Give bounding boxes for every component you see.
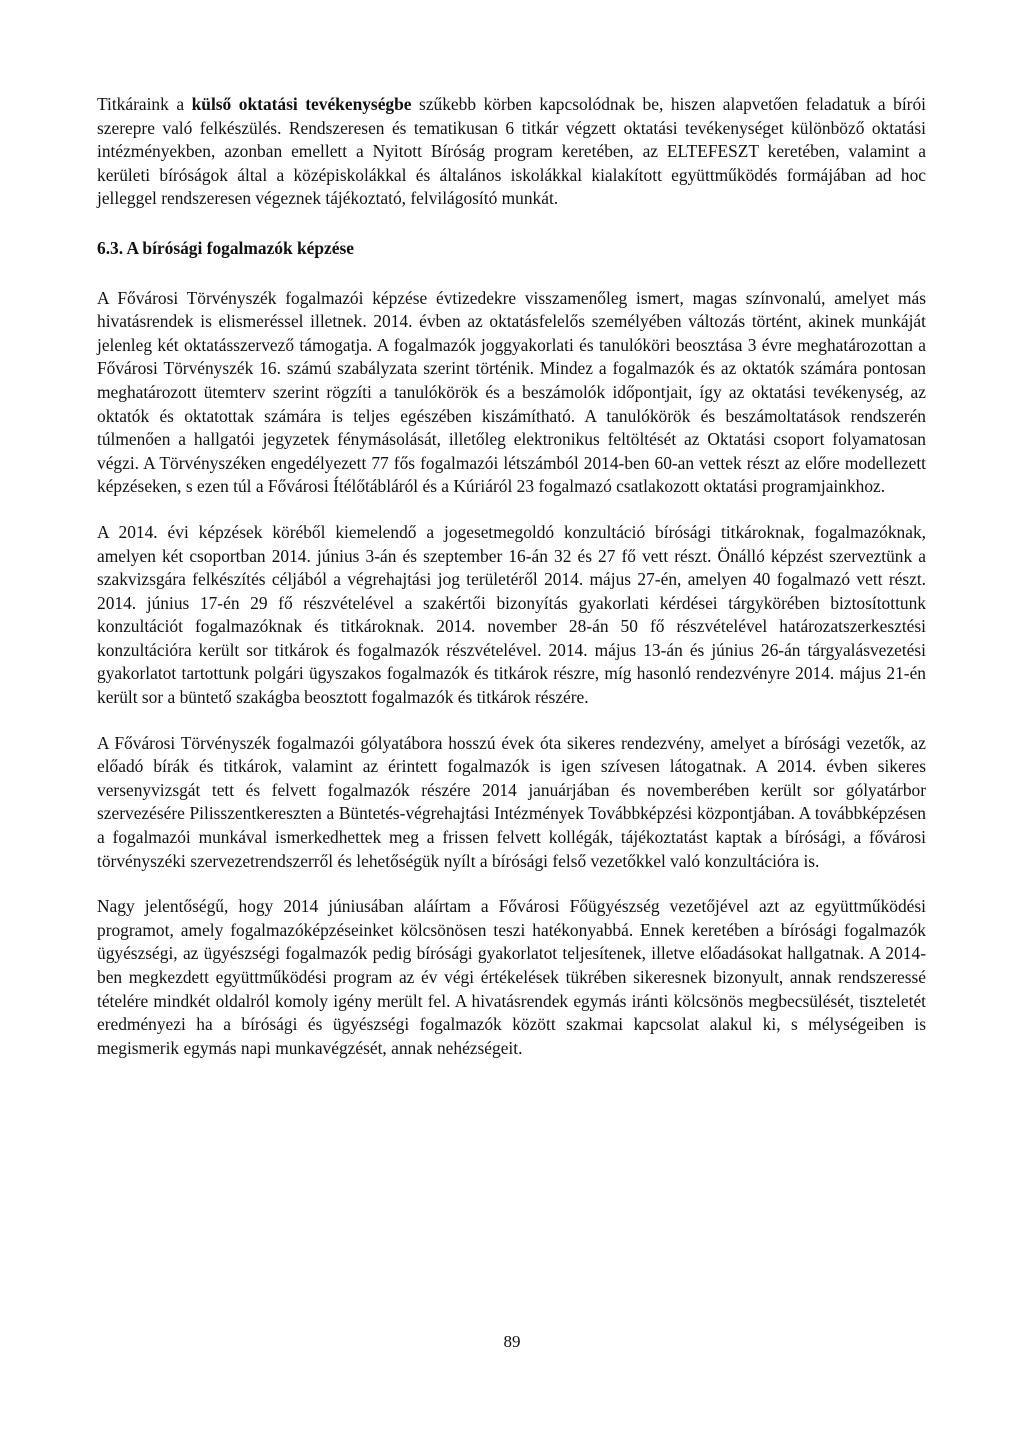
body-paragraph-4: Nagy jelentőségű, hogy 2014 júniusában aláírtam a Fővárosi Főügyészség vezetőjével azt az együttműködési programot, amely fogalmazóképzéseinket kölcsönösen teszi hatékonyabbá. Ennek keretében a bírósági fogalmazók ügyészségi, az ügyészségi fogalmazók pedig bírósági gyakorlatot teljesítenek, illetve előadásokat hallgatnak. A 2014-ben megkezdett együttműködési program az év végi értékelések tükrében sikeresnek bizonyult, annak rendszeressé tételére mindkét oldalról komoly igény merült fel. A hivatásrendek egymás iránti kölcsönös megbecsülését, tiszteletét eredményezi ha a bírósági és ügyészségi fogalmazók között szakmai kapcsolat alakul ki, s mélységeiben is megismerik egymás napi munkavégzését, annak nehézségeit. (97, 896, 926, 1058)
body-paragraph-2: A 2014. évi képzések köréből kiemelendő a jogesetmegoldó konzultáció bírósági titkároknak, fogalmazóknak, amelyen két csoportban 2014. június 3-án és szeptember 16-án 32 és 27 fő vett részt. Önálló képzést szerveztünk a szakvizsgára felkészítés céljából a végrehajtási jog területéről 2014. május 27-én, amelyen 40 fogalmazó vett részt. 2014. június 17-én 29 fő részvételével a szakértői bizonyítás gyakorlati kérdései tárgykörében biztosítottunk konzultációt fogalmazóknak és titkároknak. 2014. november 28-án 50 fő részvételével határozatszerkesztési konzultációra került sor titkárok és fogalmazók részvételével. 2014. május 13-án és június 26-án tárgyalásvezetési gyakorlatot tartottunk polgári ügyszakos fogalmazók és titkárok részre, míg hasonló rendezvényre 2014. május 21-én került sor a büntető szakágba beosztott fogalmazók és titkárok részére. (97, 521, 926, 708)
intro-paragraph (97, 93, 926, 211)
intro-text-rest: szűkebb körben kapcsolódnak be, hiszen alapvetően feladatuk a bírói szerepre való felkészülés. Rendszeresen és tematikusan 6 titkár végzett oktatási tevékenységet különböző oktatási intézményekben, azonban emellett a Nyitott Bíróság program keretében, az ELTEFESZT keretében, valamint a kerületi bíróságok által a középiskolákkal és általános iskolákkal kialakított együttműködés formájában ad hoc jelleggel rendszeresen végeznek tájékoztató, felvilágosító munkát. (97, 94, 926, 209)
intro-emphasis: külső oktatási tevékenységbe (191, 94, 412, 114)
document-page (97, 93, 926, 1082)
page-number: 89 (503, 1332, 521, 1351)
body-paragraph-3: A Fővárosi Törvényszék fogalmazói gólyatábora hosszú évek óta sikeres rendezvény, amelyet a bírósági vezetők, az előadó bírák és titkárok, valamint az érintett fogalmazók is igen szívesen látogatnak. A 2014. évben sikeres versenyvizsgát tett és felvett fogalmazók részére 2014 januárjában és novemberében került sor gólyatárbor szervezésére Pilisszentkereszten a Büntetés-végrehajtási Intézmények Továbbképzési központjában. A továbbképzésen a fogalmazói munkával ismerkedhettek meg a frissen felvett kollégák, tájékoztatást kaptak a bírósági, a fővárosi törvényszéki szervezetrendszerről és lehetőségük nyílt a bírósági felső vezetőkkel való konzultációra is. (97, 732, 926, 871)
body-paragraph-1: A Fővárosi Törvényszék fogalmazói képzése évtizedekre visszamenőleg ismert, magas színvonalú, amelyet más hivatásrendek is elismeréssel illetnek. 2014. évben az oktatásfelelős személyében változás történt, akinek munkáját jelenleg két oktatásszervező támogatja. A fogalmazók joggyakorlati és tanulóköri beosztása 3 évre meghatározottan a Fővárosi Törvényszék 16. számú szabályzata szerint történik. Mindez a fogalmazók és az oktatók számára pontosan meghatározott ütemterv szerint rögzíti a tanulókörök és a beszámolók időpontjait, így az oktatási tevékenység, az oktatók és oktatottak számára is teljes egészében kiszámítható. A tanulókörök és beszámoltatások rendszerén túlmenően a hallgatói jegyzetek fénymásolását, illetőleg elektronikus feltöltését az Oktatási csoport folyamatosan végzi. A Törvényszéken engedélyezett 77 fős fogalmazói létszámból 2014-ben 60-an vettek részt az előre modellezett képzéseken, s ezen túl a Fővárosi Ítélőtábláról és a Kúriáról 23 fogalmazó csatlakozott oktatási programjainkhoz. (97, 287, 926, 497)
section-heading: 6.3. A bírósági fogalmazók képzése (97, 237, 354, 258)
intro-text-start: Titkáraink a (97, 94, 192, 114)
